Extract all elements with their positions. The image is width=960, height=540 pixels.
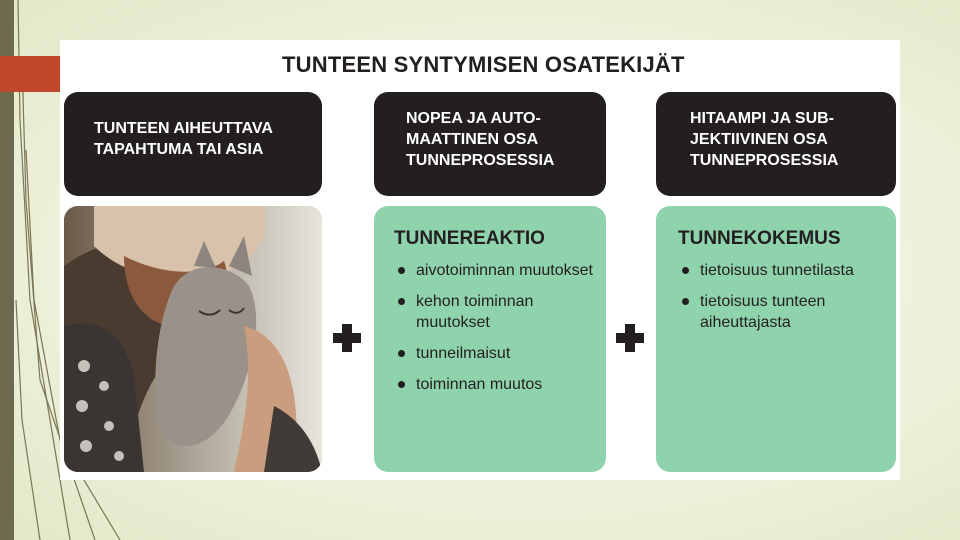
plus-icon — [333, 324, 361, 352]
header-line: MAATTINEN OSA — [406, 131, 539, 148]
bullet-list — [678, 260, 896, 333]
box-emotional-reaction — [374, 206, 606, 472]
box-emotional-experience — [656, 206, 896, 472]
list-item: tietoisuus tunteen aiheuttajasta — [678, 291, 896, 333]
box-title: TUNNEKOKEMUS — [678, 228, 841, 249]
red-accent-bar — [0, 56, 62, 92]
header-line: TUNTEEN AIHEUTTAVA — [94, 120, 273, 137]
header-slow-subjective — [656, 92, 896, 196]
header-fast-automatic — [374, 92, 606, 196]
bullet-list — [394, 260, 606, 395]
list-item: kehon toiminnan muutokset — [394, 291, 606, 333]
header-event — [64, 92, 322, 196]
header-line: JEKTIIVINEN OSA — [690, 131, 828, 148]
slide-title: TUNTEEN SYNTYMISEN OSATEKIJÄT — [282, 52, 685, 77]
slide-image — [60, 40, 900, 480]
header-line: TUNNEPROSESSIA — [690, 152, 839, 169]
list-item: aivotoiminnan muutokset — [394, 260, 606, 281]
list-item: toiminnan muutos — [394, 374, 606, 395]
header-line: TAPAHTUMA TAI ASIA — [94, 141, 264, 158]
header-line: HITAAMPI JA SUB- — [690, 110, 834, 127]
list-item: tunneilmaisut — [394, 343, 606, 364]
header-line: TUNNEPROSESSIA — [406, 152, 555, 169]
box-title: TUNNEREAKTIO — [394, 228, 545, 249]
man-hugging-cat-photo — [64, 206, 322, 472]
header-line: NOPEA JA AUTO- — [406, 110, 541, 127]
list-item: tietoisuus tunnetilasta — [678, 260, 896, 281]
plus-icon — [616, 324, 644, 352]
